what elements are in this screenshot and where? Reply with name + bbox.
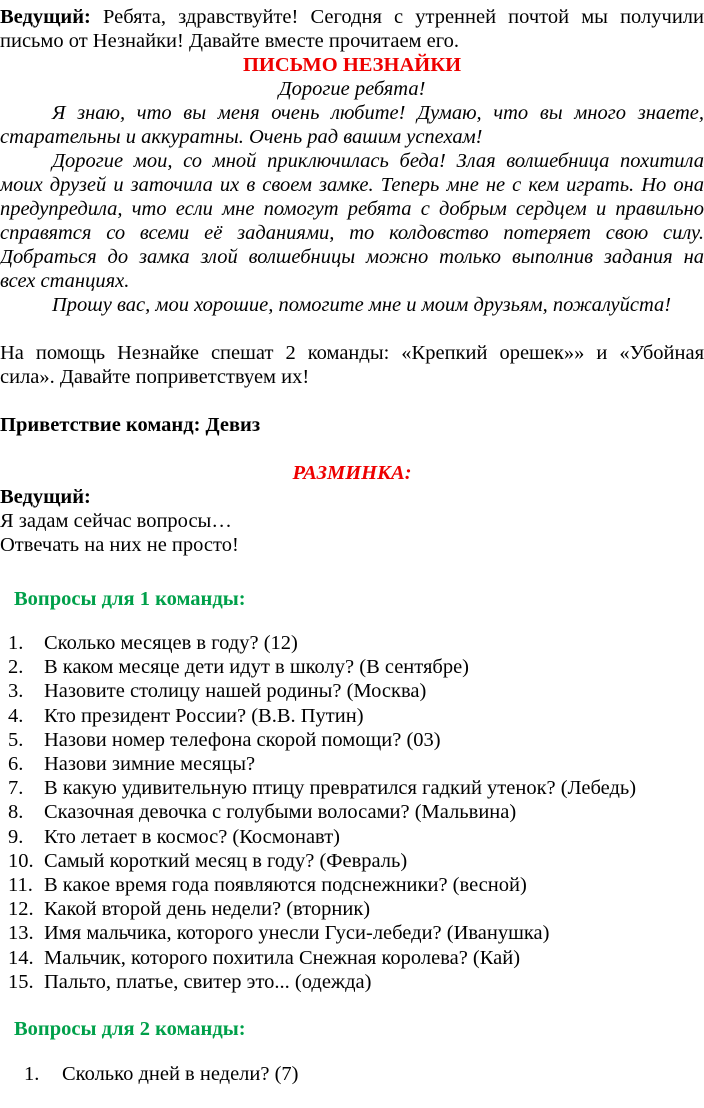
- list-item: [8, 631, 704, 655]
- list-item-text: Назови зимние месяцы?: [44, 753, 256, 775]
- list-item: [8, 704, 704, 728]
- letter-p2-line-1: Дорогие мои, со мной приключилась беда! Злая волшебница похитила: [52, 150, 704, 172]
- letter-greeting: Дорогие ребята!: [278, 78, 426, 100]
- list-item-text: Самый короткий месяц в году? (Февраль): [44, 849, 408, 872]
- list-item: [8, 776, 704, 800]
- letter-p2-line-2: моих друзей и заточила их в своем замке. Теперь мне не с кем играть. Но она: [0, 174, 704, 196]
- letter-p2-line-5: Добраться до замка злой волшебницы можно только выполнив задания на: [0, 246, 704, 268]
- list-item: [8, 655, 704, 679]
- letter-title: ПИСЬМО НЕЗНАЙКИ: [242, 54, 462, 76]
- list-item-text: Мальчик, которого похитила Снежная королева? (Кай): [44, 946, 521, 969]
- warmup-line-2: Отвечать на них не просто!: [0, 534, 239, 556]
- intro-line-1: [0, 5, 704, 29]
- warmup-title: РАЗМИНКА:: [292, 462, 412, 484]
- list-item: [8, 873, 704, 897]
- list-item-number: 8.: [8, 801, 24, 824]
- list-item-number: 7.: [8, 777, 24, 800]
- list-item-number: 5.: [8, 728, 24, 751]
- list-item-text: Пальто, платье, свитер это... (одежда): [44, 970, 372, 993]
- teams-line-2: сила». Давайте поприветствуем их!: [0, 366, 310, 388]
- list-item-text: В каком месяце дети идут в школу? (В сентябре): [44, 656, 470, 679]
- list-item-number: 11.: [8, 874, 33, 896]
- list-item: [8, 849, 704, 873]
- list-item-number: 15.: [8, 970, 34, 993]
- letter-p1-line-2: старательны и аккуратны. Очень рад вашим успехам!: [0, 126, 483, 148]
- warmup-line-1: Я задам сейчас вопросы…: [0, 510, 232, 532]
- list-item-number: 1.: [24, 1063, 40, 1085]
- greeting-heading: Приветствие команд: Девиз: [0, 414, 261, 436]
- list-item-text: Какой второй день недели? (вторник): [44, 898, 371, 921]
- list-item: [8, 970, 704, 994]
- list-item-number: 13.: [8, 922, 34, 945]
- list-item-number: 3.: [8, 680, 24, 703]
- letter-p1-line-1: Я знаю, что вы меня очень любите! Думаю, что вы много знаете,: [52, 102, 704, 124]
- list-item: [8, 825, 704, 849]
- list-item-text: Имя мальчика, которого унесли Гуси-лебеди? (Иванушка): [44, 922, 550, 945]
- teams-line-1: На помощь Незнайке спешат 2 команды: «Крепкий орешек»» и «Убойная: [0, 342, 704, 364]
- letter-p3: Прошу вас, мои хорошие, помогите мне и моим друзьям, пожалуйста!: [52, 294, 672, 316]
- list-item: [8, 897, 704, 921]
- list-item: [8, 800, 704, 824]
- list-item-text: Кто президент России? (В.В. Путин): [44, 704, 364, 727]
- list-item-number: 2.: [8, 656, 24, 679]
- speaker-label: Ведущий:: [0, 6, 91, 28]
- list-item-number: 14.: [8, 946, 34, 969]
- list-item-text: Назови номер телефона скорой помощи? (03): [44, 728, 441, 751]
- warmup-speaker: Ведущий:: [0, 486, 91, 508]
- list-item: [8, 728, 704, 752]
- list-item-text: В какую удивительную птицу превратился гадкий утенок? (Лебедь): [44, 777, 637, 800]
- letter-p2-line-6: всех станциях.: [0, 270, 130, 292]
- list-item-number: 6.: [8, 753, 24, 775]
- list-item: [24, 1062, 704, 1086]
- team2-heading: Вопросы для 2 команды:: [14, 1018, 246, 1040]
- intro-text-1: Ребята, здравствуйте! Сегодня с утренней почтой мы получили: [103, 6, 704, 28]
- list-item-text: Сколько месяцев в году? (12): [44, 632, 298, 654]
- list-item-text: В какое время года появляются подснежники? (весной): [44, 874, 527, 896]
- list-item: [8, 946, 704, 970]
- list-item-text: Сколько дней в недели? (7): [62, 1063, 299, 1085]
- letter-p2-line-4: справятся со всеми её заданиями, то колдовство потеряет свою силу.: [0, 222, 704, 244]
- letter-p2-line-3: предупредила, что если мне помогут ребята с добрым сердцем и правильно: [0, 198, 704, 220]
- list-item-number: 9.: [8, 825, 24, 848]
- list-item: [8, 921, 704, 945]
- list-item-number: 4.: [8, 704, 24, 727]
- list-item-number: 1.: [8, 632, 24, 654]
- list-item-number: 10.: [8, 849, 34, 872]
- list-item-number: 12.: [8, 898, 34, 921]
- team1-heading: Вопросы для 1 команды:: [14, 588, 246, 610]
- list-item: [8, 752, 704, 776]
- list-item-text: Кто летает в космос? (Космонавт): [44, 825, 340, 848]
- list-item-text: Назовите столицу нашей родины? (Москва): [44, 680, 427, 703]
- intro-line-2: письмо от Незнайки! Давайте вместе прочитаем его.: [0, 30, 460, 52]
- list-item: [8, 679, 704, 703]
- list-item-text: Сказочная девочка с голубыми волосами? (Мальвина): [44, 801, 517, 824]
